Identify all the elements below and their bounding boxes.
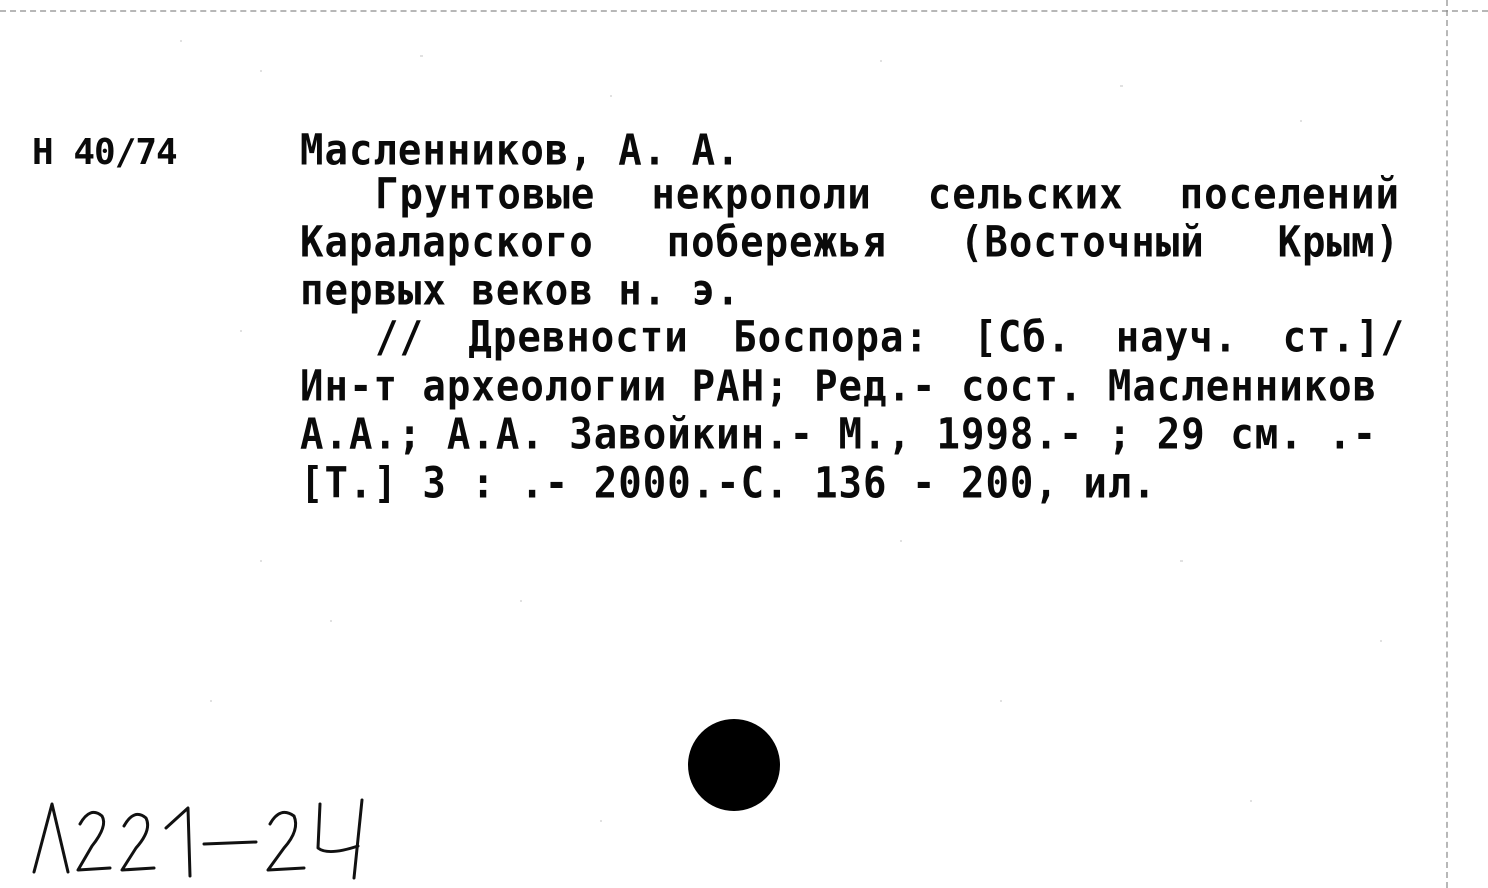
source-line-4: [Т.] 3 : .- 2000.-С. 136 - 200, ил. xyxy=(300,459,1157,509)
title-line-2 xyxy=(300,218,1400,268)
title-word: Грунтовые xyxy=(375,170,596,220)
source-line-2: Ин-т археологии РАН; Ред.- сост. Масленников xyxy=(300,362,1378,412)
card-top-edge xyxy=(0,10,1488,15)
title-line-3: первых веков н. э. xyxy=(300,266,741,316)
source-word: науч. xyxy=(1115,313,1239,363)
card-right-edge xyxy=(1446,0,1450,888)
source-word: Боспора: xyxy=(733,313,929,363)
title-word: Крым) xyxy=(1277,218,1400,268)
source-word: Древности xyxy=(468,313,689,363)
handwritten-call-number xyxy=(28,786,388,882)
source-word: // xyxy=(375,313,424,363)
author-line: Масленников, А. А. xyxy=(300,126,741,176)
source-line-1 xyxy=(375,313,1405,363)
shelfmark: Н 40/74 xyxy=(32,132,177,173)
source-word: ст.]/ xyxy=(1282,313,1405,363)
title-word: сельских xyxy=(927,170,1124,220)
title-word: побережья xyxy=(666,218,887,268)
title-word: (Восточный xyxy=(959,218,1205,268)
punch-hole xyxy=(688,719,780,811)
title-word: Караларского xyxy=(300,218,594,268)
title-word: поселений xyxy=(1179,170,1400,220)
source-line-3: А.А.; А.А. Завойкин.- М., 1998.- ; 29 см. .- xyxy=(300,410,1378,460)
title-line-1 xyxy=(375,170,1400,220)
title-word: некрополи xyxy=(651,170,872,220)
source-word: [Сб. xyxy=(973,313,1072,363)
